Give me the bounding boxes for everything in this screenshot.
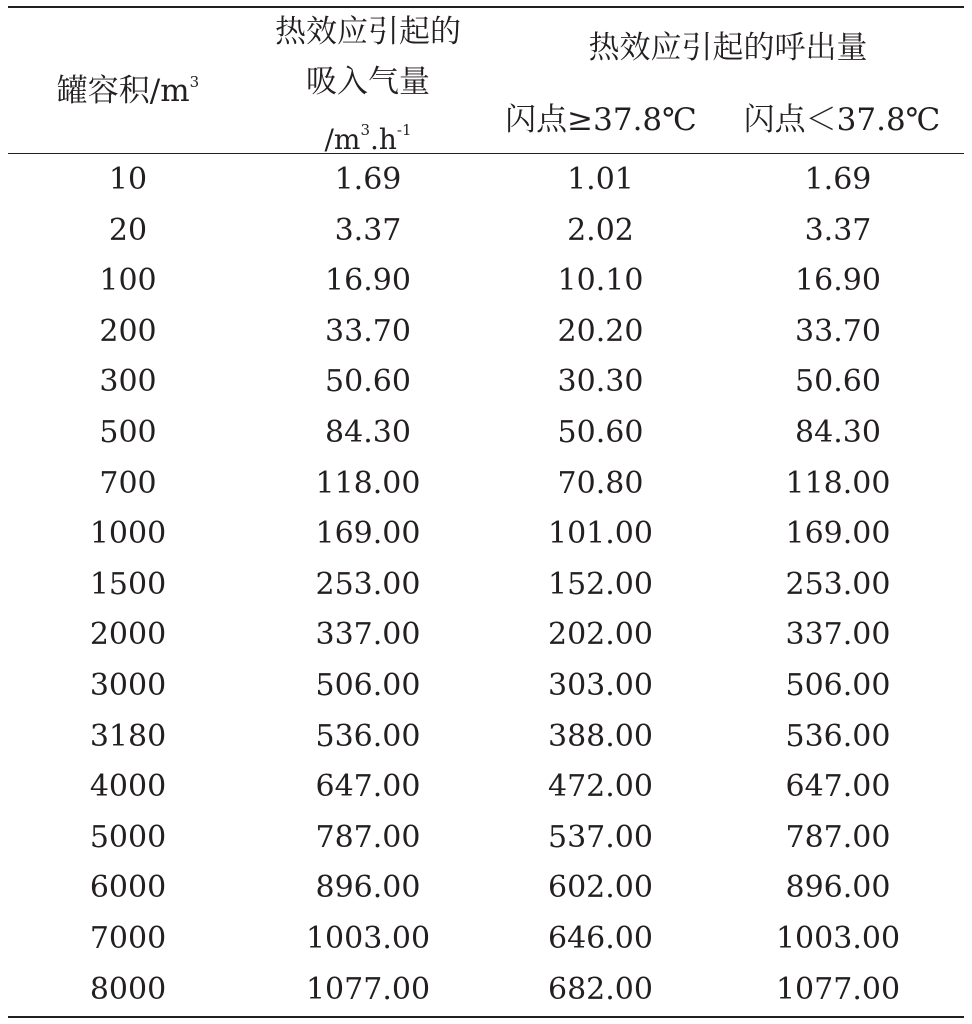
cell-exhale-flash-high: 70.80 — [557, 465, 644, 501]
cell-inhale-volume: 1077.00 — [305, 971, 431, 1007]
table-row — [8, 459, 964, 509]
header-inhale-unit-sup1: 3 — [360, 121, 370, 139]
header-tank-volume-text: 罐容积/m — [56, 73, 190, 109]
cell-inhale-volume: 787.00 — [315, 819, 421, 855]
cell-tank-volume: 6000 — [89, 870, 167, 906]
header-exhale-group: 热效应引起的呼出量 — [588, 30, 868, 66]
cell-exhale-flash-high: 303.00 — [548, 668, 653, 703]
cell-tank-volume: 7000 — [89, 921, 167, 956]
table-row — [8, 661, 964, 711]
cell-exhale-flash-low: 169.00 — [785, 516, 891, 552]
cell-exhale-flash-high: 202.00 — [548, 617, 653, 653]
cell-tank-volume: 300 — [99, 364, 157, 400]
cell-exhale-flash-high: 30.30 — [557, 364, 644, 400]
cell-tank-volume: 1000 — [89, 516, 167, 552]
header-inhale-unit-a: /m — [324, 123, 361, 156]
header-tank-volume-sup: 3 — [189, 73, 200, 91]
cell-tank-volume: 2000 — [89, 617, 167, 653]
table-row — [8, 813, 964, 863]
cell-inhale-volume: 118.00 — [315, 465, 421, 501]
table-row — [8, 307, 964, 357]
cell-inhale-volume: 84.30 — [325, 415, 411, 450]
cell-inhale-volume: 647.00 — [315, 769, 421, 805]
cell-inhale-volume: 33.70 — [325, 313, 411, 349]
cell-exhale-flash-low: 337.00 — [785, 617, 891, 653]
cell-exhale-flash-low: 118.00 — [785, 465, 891, 501]
cell-inhale-volume: 337.00 — [315, 617, 421, 653]
header-inhale-unit-b: .h — [369, 123, 397, 156]
cell-exhale-flash-high: 682.00 — [548, 971, 653, 1007]
table-row — [8, 155, 964, 205]
header-flash-low: 闪点＜37.8℃ — [743, 102, 941, 138]
cell-exhale-flash-high: 646.00 — [548, 921, 653, 956]
table-row — [8, 965, 964, 1015]
table-top-rule — [8, 6, 964, 8]
table-bottom-rule — [8, 1016, 964, 1018]
cell-exhale-flash-high: 472.00 — [548, 769, 653, 805]
table-row — [8, 509, 964, 559]
header-tank-volume — [33, 64, 223, 109]
header-inhale-unit — [243, 112, 493, 158]
table-row — [8, 610, 964, 660]
cell-inhale-volume: 16.90 — [325, 263, 411, 299]
cell-exhale-flash-low: 896.00 — [785, 870, 891, 906]
table-row — [8, 408, 964, 458]
cell-exhale-flash-high: 1.01 — [567, 162, 634, 197]
table-row — [8, 357, 964, 407]
cell-exhale-flash-low: 16.90 — [795, 263, 881, 299]
cell-tank-volume: 5000 — [89, 819, 167, 855]
cell-inhale-volume: 536.00 — [315, 718, 421, 754]
cell-exhale-flash-high: 537.00 — [548, 819, 653, 855]
table-row — [8, 560, 964, 610]
cell-exhale-flash-low: 33.70 — [795, 313, 881, 349]
cell-exhale-flash-low: 84.30 — [795, 415, 881, 450]
cell-exhale-flash-high: 152.00 — [548, 566, 653, 602]
header-flash-high: 闪点≥37.8℃ — [505, 102, 697, 138]
cell-tank-volume: 4000 — [89, 769, 167, 805]
cell-tank-volume: 100 — [99, 263, 157, 299]
cell-inhale-volume: 50.60 — [325, 364, 411, 400]
cell-exhale-flash-low: 787.00 — [785, 819, 891, 855]
cell-exhale-flash-high: 50.60 — [557, 415, 644, 450]
header-inhale-line2: 吸入气量 — [306, 64, 430, 100]
cell-exhale-flash-high: 10.10 — [557, 263, 644, 299]
header-inhale-line1: 热效应引起的 — [275, 14, 461, 50]
cell-tank-volume: 20 — [108, 212, 148, 248]
cell-exhale-flash-low: 1.69 — [804, 162, 872, 197]
cell-exhale-flash-low: 647.00 — [785, 769, 891, 805]
table-row — [8, 762, 964, 812]
cell-inhale-volume: 1003.00 — [305, 921, 431, 956]
cell-exhale-flash-high: 20.20 — [557, 313, 644, 349]
cell-exhale-flash-low: 253.00 — [785, 566, 891, 602]
cell-inhale-volume: 506.00 — [315, 668, 421, 703]
table-row — [8, 256, 964, 306]
table-row — [8, 712, 964, 762]
cell-exhale-flash-high: 2.02 — [567, 212, 634, 248]
header-separator-rule — [8, 153, 964, 154]
cell-tank-volume: 200 — [99, 313, 157, 349]
cell-inhale-volume: 3.37 — [334, 212, 402, 248]
table-row — [8, 863, 964, 913]
cell-inhale-volume: 896.00 — [315, 870, 421, 906]
cell-tank-volume: 700 — [99, 465, 157, 501]
cell-inhale-volume: 169.00 — [315, 516, 421, 552]
header-inhale-unit-sup2: -1 — [396, 121, 412, 139]
cell-inhale-volume: 1.69 — [334, 162, 402, 197]
cell-exhale-flash-low: 1003.00 — [775, 921, 901, 956]
cell-tank-volume: 500 — [99, 415, 157, 450]
cell-tank-volume: 1500 — [89, 566, 167, 602]
cell-exhale-flash-high: 388.00 — [548, 718, 653, 754]
cell-exhale-flash-low: 1077.00 — [775, 971, 901, 1007]
cell-exhale-flash-low: 50.60 — [795, 364, 881, 400]
cell-exhale-flash-low: 536.00 — [785, 718, 891, 754]
cell-exhale-flash-low: 3.37 — [804, 212, 872, 248]
cell-tank-volume: 10 — [108, 162, 148, 197]
cell-exhale-flash-high: 602.00 — [548, 870, 653, 906]
cell-exhale-flash-low: 506.00 — [785, 668, 891, 703]
cell-tank-volume: 8000 — [89, 971, 167, 1007]
table-row — [8, 206, 964, 256]
table-row — [8, 914, 964, 964]
cell-tank-volume: 3180 — [89, 718, 167, 754]
cell-exhale-flash-high: 101.00 — [548, 516, 653, 552]
cell-inhale-volume: 253.00 — [315, 566, 421, 602]
cell-tank-volume: 3000 — [89, 668, 167, 703]
